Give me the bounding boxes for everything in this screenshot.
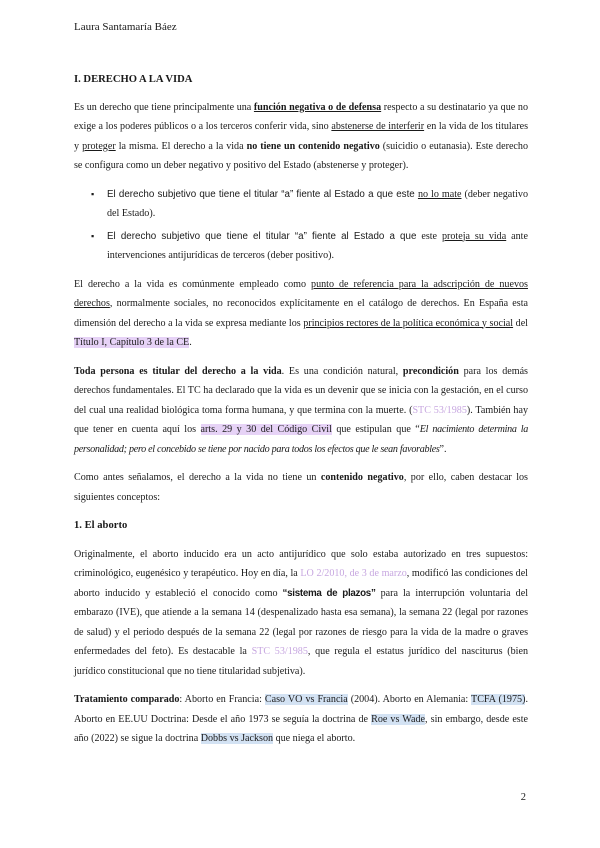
text-run: . xyxy=(189,337,192,348)
list-item xyxy=(74,227,528,266)
underline-proteja-su-vida: proteja su vida xyxy=(441,230,507,242)
text-run: El derecho a la vida es comúnmente empleado como xyxy=(74,278,312,290)
subsection-title: 1. El aborto xyxy=(74,520,128,531)
text-run: . Es una condición natural, xyxy=(281,365,403,377)
text-run: El derecho subjetivo que tiene el titular “a” fiente al Estado a que este xyxy=(107,188,418,200)
bold-toda-persona: Toda persona es titular del derecho a la vida xyxy=(74,365,282,377)
text-run: (deber negativo del Estado). xyxy=(107,188,528,219)
paragraph-tratamiento-comparado xyxy=(74,690,528,749)
document-body xyxy=(74,70,528,749)
text-run: este xyxy=(416,230,442,242)
text-run: para los demás derechos fundamentales. El TC ha declarado que la vida es un devenir que se inicia con la gestación, en el curso del cual una realidad biológica toma forma humana, y que termina con la muerte. ( xyxy=(74,365,528,416)
link-stc-53-1985[interactable]: STC 53/1985 xyxy=(412,404,467,416)
underline-abstenerse: abstenerse de interferir xyxy=(331,121,425,132)
highlight-roe-vs-wade: Roe vs Wade xyxy=(371,713,426,725)
text-run: que niega el aborto. xyxy=(273,733,356,744)
text-run: Originalmente, el aborto inducido era un acto antijurídico que solo estaba autorizado en tres supuestos: criminológico, eugenésico y terapéutico. Hoy en día, la xyxy=(74,548,528,579)
highlight-titulo-i: Título I, Capítulo 3 de la CE xyxy=(74,337,190,348)
text-run: Como antes señalamos, el derecho a la vida no tiene un xyxy=(74,472,321,483)
text-run: , que regula el estatus jurídico del nasciturus (bien jurídico constitucional que no tiene titularidad subjetiva). xyxy=(74,646,529,677)
highlight-codigo-civil: arts. 29 y 30 del Código Civil xyxy=(200,424,332,435)
text-run: El derecho subjetivo que tiene el titular “a” fiente al Estado a que xyxy=(107,230,417,242)
text-run: ”. xyxy=(439,443,447,455)
paragraph-aborto xyxy=(74,545,528,682)
bold-tratamiento-comparado: Tratamiento comparado xyxy=(74,694,180,705)
text-run: respecto a su destinatario ya que no exige a los poderes públicos o a los terceros conferir vida, sino xyxy=(74,101,528,132)
bold-sistema-de-plazos: “sistema de plazos” xyxy=(282,587,376,599)
text-run: (suicidio o eutanasia). Este derecho se configura como un deber negativo y positivo del Estado (abstenerse y proteger). xyxy=(74,140,528,171)
text-run: (2004). Aborto en Alemania: xyxy=(347,694,472,705)
text-run: : Aborto en Francia: xyxy=(179,694,265,705)
text-run: ). También hay que tener en cuenta aquí los xyxy=(74,404,528,435)
highlight-tcfa: TCFA (1975) xyxy=(471,694,526,705)
link-lo-2-2010[interactable]: LO 2/2010, de 3 de marzo xyxy=(300,568,407,579)
highlight-dobbs-vs-jackson: Dobbs vs Jackson xyxy=(200,733,274,744)
text-run: , modificó las condiciones del aborto inducido y estableció el conocido como xyxy=(74,568,528,599)
bold-no-contenido-negativo: no tiene un contenido negativo xyxy=(246,140,380,152)
text-run: para la interrupción voluntaria del embarazo (IVE), que atiende a la semana 14 (despenalizado hasta esa semana), la semana 22 (legal por razones de salud) y el periodo después de la semana 22 (legal por razones de riesgo para la vida de la madre o graves enfermedades del feto). Es destacable la xyxy=(74,587,529,657)
text-run: en la vida de los titulares y xyxy=(74,121,528,152)
bold-precondicion: precondición xyxy=(402,365,459,377)
text-run: . Aborto en EE.UU Doctrina: Desde el año 1973 se seguía la doctrina de xyxy=(74,694,528,725)
underline-punto-referencia: punto de referencia para la adscripción de nuevos derechos xyxy=(74,278,528,309)
underline-principios-rectores: principios rectores de la política económica y social xyxy=(303,317,514,329)
paragraph-referencia xyxy=(74,275,528,353)
section-title: I. DERECHO A LA VIDA xyxy=(74,74,193,85)
link-stc-53-1985-second[interactable]: STC 53/1985 xyxy=(251,646,308,657)
quote-codigo-civil: El nacimiento determina la personalidad; pero el concebido se tiene por nacido para todos los efectos que le sean favorables xyxy=(74,424,528,455)
paragraph-definition xyxy=(74,98,528,176)
bullet-list xyxy=(74,185,528,266)
bold-contenido-negativo: contenido negativo xyxy=(320,472,404,483)
underline-no-lo-mate: no lo mate xyxy=(417,188,462,200)
paragraph-conceptos xyxy=(74,468,528,507)
text-run: , normalmente sociales, no reconocidos explícitamente en el catálogo de derechos. En España esta dimensión del derecho a la vida se expresa mediante los xyxy=(74,298,528,329)
list-item xyxy=(74,185,528,224)
text-run: , por ello, caben destacar los siguientes conceptos: xyxy=(74,472,528,503)
text-run: Es un derecho que tiene principalmente una xyxy=(74,101,254,113)
text-run: , sin embargo, desde este año (2022) se sigue la doctrina xyxy=(74,713,529,744)
emphasis-funcion-negativa: función negativa o de defensa xyxy=(253,101,382,113)
page-number: 2 xyxy=(520,792,526,803)
text-run: la misma. El derecho a la vida xyxy=(115,140,247,152)
text-run: del xyxy=(513,317,528,329)
page-header-author: Laura Santamaría Báez xyxy=(74,21,177,33)
highlight-caso-vo: Caso VO vs Francia xyxy=(264,694,348,705)
paragraph-titular xyxy=(74,362,528,460)
underline-proteger: proteger xyxy=(82,140,116,152)
text-run: que estipulan que “ xyxy=(331,424,420,435)
text-run: ante intervenciones antijurídicas de terceros (deber positivo). xyxy=(107,230,528,261)
